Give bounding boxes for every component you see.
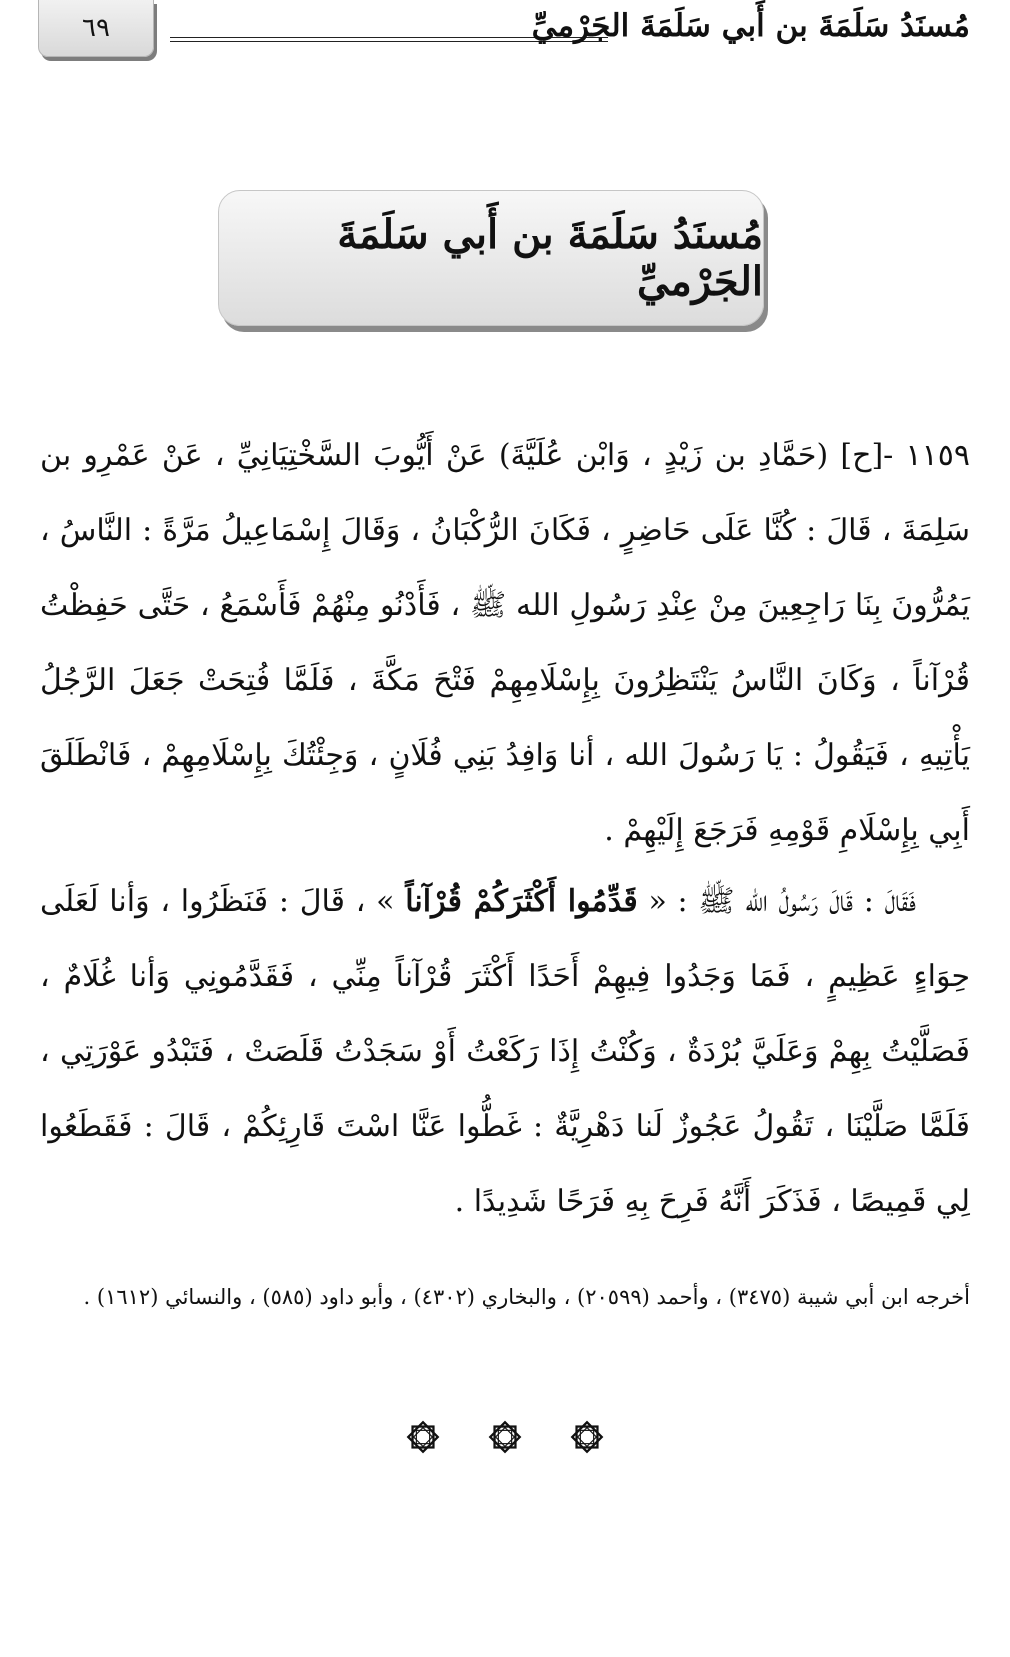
page-number-text: ٦٩ — [82, 13, 110, 43]
hadith-text-after-quote: » ، قَالَ : فَنَظَرُوا ، وَأنا لَعَلَى حِوَاءٍ عَظِيمٍ ، فَمَا وَجَدُوا فِيهِمْ أَحَدًا أَكْثَرَ قُرْآناً مِنِّي ، فَقَدَّمُونِي وَأنا غُلَامٌ ، فَصَلَّيْتُ بِهِمْ وَعَلَيَّ بُرْدَةٌ ، وَكُنْتُ إِذَا رَكَعْتُ أَوْ سَجَدْتُ قَلَصَتْ ، فَتَبْدُو عَوْرَتِي ، فَلَمَّا صَلَّيْنَا ، تَقُولُ عَجُوزٌ لَنا دَهْرِيَّةٌ : غَطُّوا عَنَّا اسْتَ قَارِئِكُمْ ، قَالَ : فَقَطَعُوا لِي قَمِيصًا ، فَذَكَرَ أَنَّهُ فَرِحَ بِهِ فَرَحًا شَدِيدًا . — [40, 884, 970, 1219]
hadith-paragraph-1: ١١٥٩ -[ح] (حَمَّادِ بن زَيْدٍ ، وَابْن عُلَيَّةَ) عَنْ أَيُّوبَ السَّخْتِيَانِيِّ ، عَنْ عَمْرِو بن سَلِمَةَ ، قَالَ : كُنَّا عَلَى حَاضِرٍ ، فَكَانَ الرُّكْبَانُ ، وَقَالَ إِسْمَاعِيلُ مَرَّةً : النَّاسُ ، يَمُرُّونَ بِنَا رَاجِعِينَ مِنْ عِنْدِ رَسُولِ الله ﷺ ، فَأَدْنُو مِنْهُمْ فَأَسْمَعُ ، حَتَّى حَفِظْتُ قُرْآناً ، وَكَانَ النَّاسُ يَنْتَظِرُونَ بِإِسْلَامِهِمْ فَتْحَ مَكَّةَ ، فَلَمَّا فُتِحَتْ جَعَلَ الرَّجُلُ يَأْتِيهِ ، فَيَقُولُ : يَا رَسُولَ الله ، أنا وَافِدُ بَنِي فُلَانٍ ، وَجِئْتُكَ بِإِسْلَامِهِمْ ، فَانْطَلَقَ أَبِي بِإِسْلَامِ قَوْمِهِ فَرَجَعَ إِلَيْهِمْ . — [40, 438, 970, 848]
section-title: مُسنَدُ سَلَمَةَ بن أَبي سَلَمَةَ الجَرْميِّ — [337, 211, 763, 305]
eight-point-star-icon — [404, 1418, 442, 1456]
running-title: مُسنَدُ سَلَمَةَ بن أَبي سَلَمَةَ الجَرْميِّ — [531, 8, 970, 44]
prophetic-quote: قَدِّمُوا أَكْثَرَكُمْ قُرْآناً — [405, 884, 638, 919]
section-title-box — [218, 190, 764, 326]
hadith-paragraph-2 — [40, 864, 970, 1239]
page-number — [38, 0, 154, 57]
hadith-text-before-quote: فَقَالَ : قَالَ رَسُولُ الله ﷺ : « — [637, 884, 917, 919]
takhrij-footnote: أخرجه ابن أبي شيبة (٣٤٧٥) ، وأحمد (٢٠٥٩٩) ، والبخاري (٤٣٠٢) ، وأبو داود (٥٨٥) ، والنسائي (١٦١٢) . — [83, 1285, 970, 1309]
section-end-ornaments — [0, 1418, 1010, 1456]
eight-point-star-icon — [568, 1418, 606, 1456]
eight-point-star-icon — [486, 1418, 524, 1456]
